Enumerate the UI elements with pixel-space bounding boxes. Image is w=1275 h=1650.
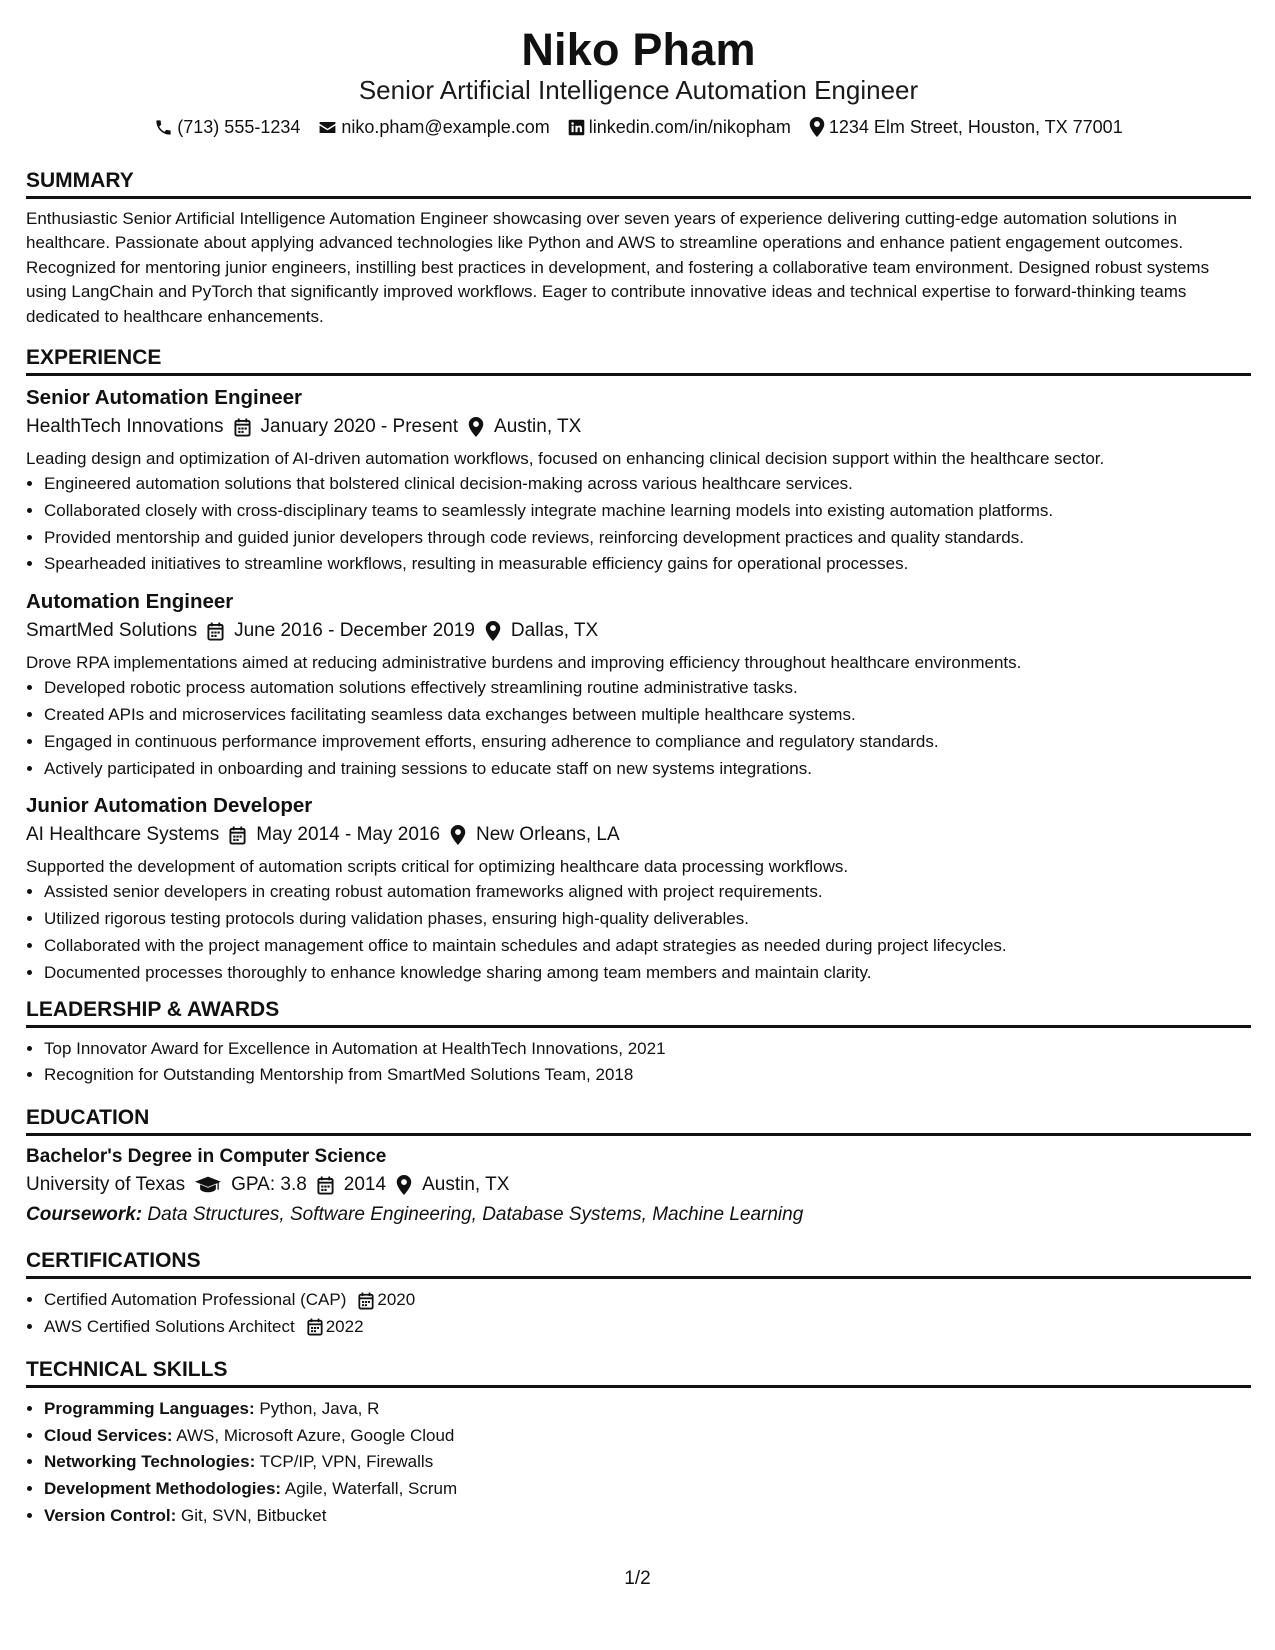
list-item: • Assisted senior developers in creating robust automation frameworks aligned with project requirements. bbox=[44, 879, 1251, 906]
job-meta bbox=[26, 616, 1251, 646]
education-location bbox=[396, 1170, 509, 1200]
certification-entry bbox=[44, 1314, 1251, 1341]
certification-name: • AWS Certified Solutions Architect bbox=[44, 1316, 295, 1336]
job-title: Automation Engineer bbox=[26, 590, 234, 614]
job-dates-text: June 2016 - December 2019 bbox=[234, 620, 475, 642]
job-meta bbox=[26, 412, 1251, 442]
skill-value: AWS, Microsoft Azure, Google Cloud bbox=[176, 1425, 455, 1445]
skill-label: Development Methodologies: bbox=[44, 1479, 282, 1499]
list-item: • Provided mentorship and guided junior developers through code reviews, reinforcing development practices and quality standards. bbox=[44, 525, 1251, 552]
address-text: 1234 Elm Street, Houston, TX 77001 bbox=[828, 117, 1123, 137]
list-item: • Actively participated in onboarding and training sessions to educate staff on new systems integrations. bbox=[44, 756, 1251, 783]
job-bullets bbox=[26, 675, 1251, 782]
job-description: Leading design and optimization of AI-driven automation workflows, focused on enhancing clinical decision support within the healthcare sector. bbox=[26, 449, 1105, 469]
job-company: AI Healthcare Systems bbox=[26, 824, 220, 846]
graduation-cap-icon bbox=[195, 1176, 221, 1194]
skills-heading: TECHNICAL SKILLS bbox=[26, 1357, 1251, 1388]
job-company: SmartMed Solutions bbox=[26, 620, 198, 642]
job-location bbox=[485, 616, 598, 646]
list-item bbox=[44, 1423, 1251, 1450]
job-dates-text: January 2020 - Present bbox=[260, 416, 459, 438]
map-pin-icon bbox=[485, 621, 501, 641]
job-dates bbox=[229, 820, 440, 850]
calendar-icon bbox=[207, 622, 224, 641]
contact-email[interactable] bbox=[318, 114, 549, 140]
list-item: • Engineered automation solutions that bolstered clinical decision-making across various healthcare services. bbox=[44, 471, 1251, 498]
list-item: • Recognition for Outstanding Mentorship from SmartMed Solutions Team, 2018 bbox=[44, 1062, 1251, 1089]
job-dates bbox=[234, 412, 459, 442]
job-meta bbox=[26, 820, 1251, 850]
certifications-list bbox=[26, 1287, 1251, 1341]
job-dates bbox=[207, 616, 475, 646]
list-item: • Created APIs and microservices facilitating seamless data exchanges between multiple healthcare systems. bbox=[44, 702, 1251, 729]
leadership-list bbox=[26, 1036, 1251, 1090]
list-item: • Utilized rigorous testing protocols during validation phases, ensuring high-quality deliverables. bbox=[44, 906, 1251, 933]
certification-date bbox=[307, 1314, 364, 1341]
job-title: Junior Automation Developer bbox=[26, 794, 313, 818]
job-entry bbox=[26, 792, 1251, 986]
education-location-text: Austin, TX bbox=[422, 1174, 510, 1196]
certifications-heading: CERTIFICATIONS bbox=[26, 1248, 1251, 1279]
job-location bbox=[450, 820, 620, 850]
contact-line bbox=[26, 114, 1251, 140]
map-pin-icon bbox=[396, 1175, 412, 1195]
leadership-heading: LEADERSHIP & AWARDS bbox=[26, 997, 1251, 1028]
resume-page bbox=[26, 0, 1251, 1530]
resume-header bbox=[26, 24, 1251, 140]
map-pin-icon bbox=[809, 117, 825, 137]
candidate-name: Niko Pham bbox=[521, 24, 756, 75]
list-item: • Collaborated with the project management office to maintain schedules and adapt strategies as needed during project lifecycles. bbox=[44, 933, 1251, 960]
summary-text: Enthusiastic Senior Artificial Intelligence Automation Engineer showcasing over seven years of experience delivering cutting-edge automation solutions in healthcare. Passionate about applying advanced technologies like Python and AWS to streamline operations and enhance patient engagement outcomes. Recognized for mentoring junior engineers, instilling best practices in development, and fostering a collaborative team environment. Designed robust systems using LangChain and PyTorch that significantly improved workflows. Eager to contribute innovative ideas and technical expertise to forward-thinking teams dedicated to healthcare enhancements. bbox=[26, 209, 1210, 326]
job-description: Supported the development of automation scripts critical for optimizing healthcare data processing workflows. bbox=[26, 857, 849, 877]
job-description: Drove RPA implementations aimed at reducing administrative burdens and improving efficiency throughout healthcare environments. bbox=[26, 653, 1022, 673]
coursework-text: Data Structures, Software Engineering, Database Systems, Machine Learning bbox=[147, 1204, 804, 1226]
phone-icon bbox=[154, 118, 173, 137]
education-section bbox=[26, 1105, 1251, 1230]
calendar-icon bbox=[234, 418, 251, 437]
skills-list bbox=[26, 1396, 1251, 1530]
page-number: 1/2 bbox=[624, 1568, 651, 1589]
skill-label: Version Control: bbox=[44, 1505, 177, 1525]
map-pin-icon bbox=[450, 825, 466, 845]
coursework-label: Coursework: bbox=[26, 1204, 143, 1226]
job-bullets bbox=[26, 471, 1251, 578]
list-item: • Documented processes thoroughly to enhance knowledge sharing among team members and maintain clarity. bbox=[44, 960, 1251, 987]
envelope-icon bbox=[318, 118, 337, 137]
list-item: • Engaged in continuous performance improvement efforts, ensuring adherence to compliance and regulatory standards. bbox=[44, 729, 1251, 756]
job-entry bbox=[26, 384, 1251, 578]
job-company: HealthTech Innovations bbox=[26, 416, 224, 438]
calendar-icon bbox=[229, 826, 246, 845]
list-item bbox=[44, 1476, 1251, 1503]
job-location-text: New Orleans, LA bbox=[476, 824, 620, 846]
skill-value: TCP/IP, VPN, Firewalls bbox=[259, 1452, 434, 1472]
job-location-text: Austin, TX bbox=[494, 416, 582, 438]
education-gpa bbox=[195, 1170, 307, 1200]
leadership-section bbox=[26, 997, 1251, 1090]
coursework-line bbox=[26, 1200, 1251, 1230]
skill-value: Agile, Waterfall, Scrum bbox=[284, 1479, 458, 1499]
calendar-icon bbox=[307, 1318, 323, 1336]
skill-value: Git, SVN, Bitbucket bbox=[180, 1505, 327, 1525]
job-title: Senior Automation Engineer bbox=[26, 386, 303, 410]
school-name: University of Texas bbox=[26, 1174, 186, 1196]
skills-section bbox=[26, 1357, 1251, 1530]
list-item bbox=[44, 1314, 1251, 1341]
calendar-icon bbox=[358, 1292, 374, 1310]
certifications-section bbox=[26, 1248, 1251, 1341]
list-item bbox=[44, 1287, 1251, 1314]
skill-label: Programming Languages: bbox=[44, 1398, 255, 1418]
calendar-icon bbox=[317, 1176, 334, 1195]
education-meta bbox=[26, 1170, 1251, 1200]
education-year-text: 2014 bbox=[343, 1174, 387, 1196]
contact-address bbox=[809, 114, 1123, 140]
list-item: • Top Innovator Award for Excellence in Automation at HealthTech Innovations, 2021 bbox=[44, 1036, 1251, 1063]
linkedin-text[interactable]: linkedin.com/in/nikopham bbox=[588, 117, 791, 137]
summary-heading: SUMMARY bbox=[26, 168, 1251, 199]
email-text[interactable]: niko.pham@example.com bbox=[341, 117, 550, 137]
certification-name: • Certified Automation Professional (CAP) bbox=[44, 1290, 347, 1310]
skill-label: Cloud Services: bbox=[44, 1425, 173, 1445]
skill-value: Python, Java, R bbox=[259, 1398, 380, 1418]
list-item: • Developed robotic process automation solutions effectively streamlining routine administrative tasks. bbox=[44, 675, 1251, 702]
job-location bbox=[468, 412, 581, 442]
candidate-headline: Senior Artificial Intelligence Automation Engineer bbox=[358, 75, 919, 105]
certification-year: 2022 bbox=[325, 1316, 364, 1336]
job-location-text: Dallas, TX bbox=[510, 620, 599, 642]
map-pin-icon bbox=[468, 417, 484, 437]
certification-year: 2020 bbox=[377, 1290, 416, 1310]
contact-phone bbox=[154, 114, 300, 140]
skill-label: Networking Technologies: bbox=[44, 1452, 256, 1472]
job-entry bbox=[26, 588, 1251, 782]
job-bullets bbox=[26, 879, 1251, 986]
degree-title: Bachelor's Degree in Computer Science bbox=[26, 1146, 387, 1168]
summary-section bbox=[26, 168, 1251, 329]
list-item bbox=[44, 1449, 1251, 1476]
experience-heading: EXPERIENCE bbox=[26, 345, 1251, 376]
gpa-text: GPA: 3.8 bbox=[231, 1174, 307, 1196]
linkedin-icon bbox=[568, 119, 585, 136]
contact-linkedin[interactable] bbox=[568, 114, 791, 140]
certification-entry bbox=[44, 1287, 1251, 1314]
list-item bbox=[44, 1503, 1251, 1530]
list-item bbox=[44, 1396, 1251, 1423]
experience-section bbox=[26, 345, 1251, 987]
list-item: • Spearheaded initiatives to streamline workflows, resulting in measurable efficiency gains for operational processes. bbox=[44, 551, 1251, 578]
education-heading: EDUCATION bbox=[26, 1105, 1251, 1136]
list-item: • Collaborated closely with cross-disciplinary teams to seamlessly integrate machine learning models into existing automation platforms. bbox=[44, 498, 1251, 525]
education-year bbox=[317, 1170, 386, 1200]
phone-text: (713) 555-1234 bbox=[177, 117, 301, 137]
job-dates-text: May 2014 - May 2016 bbox=[256, 824, 441, 846]
certification-date bbox=[358, 1287, 415, 1314]
